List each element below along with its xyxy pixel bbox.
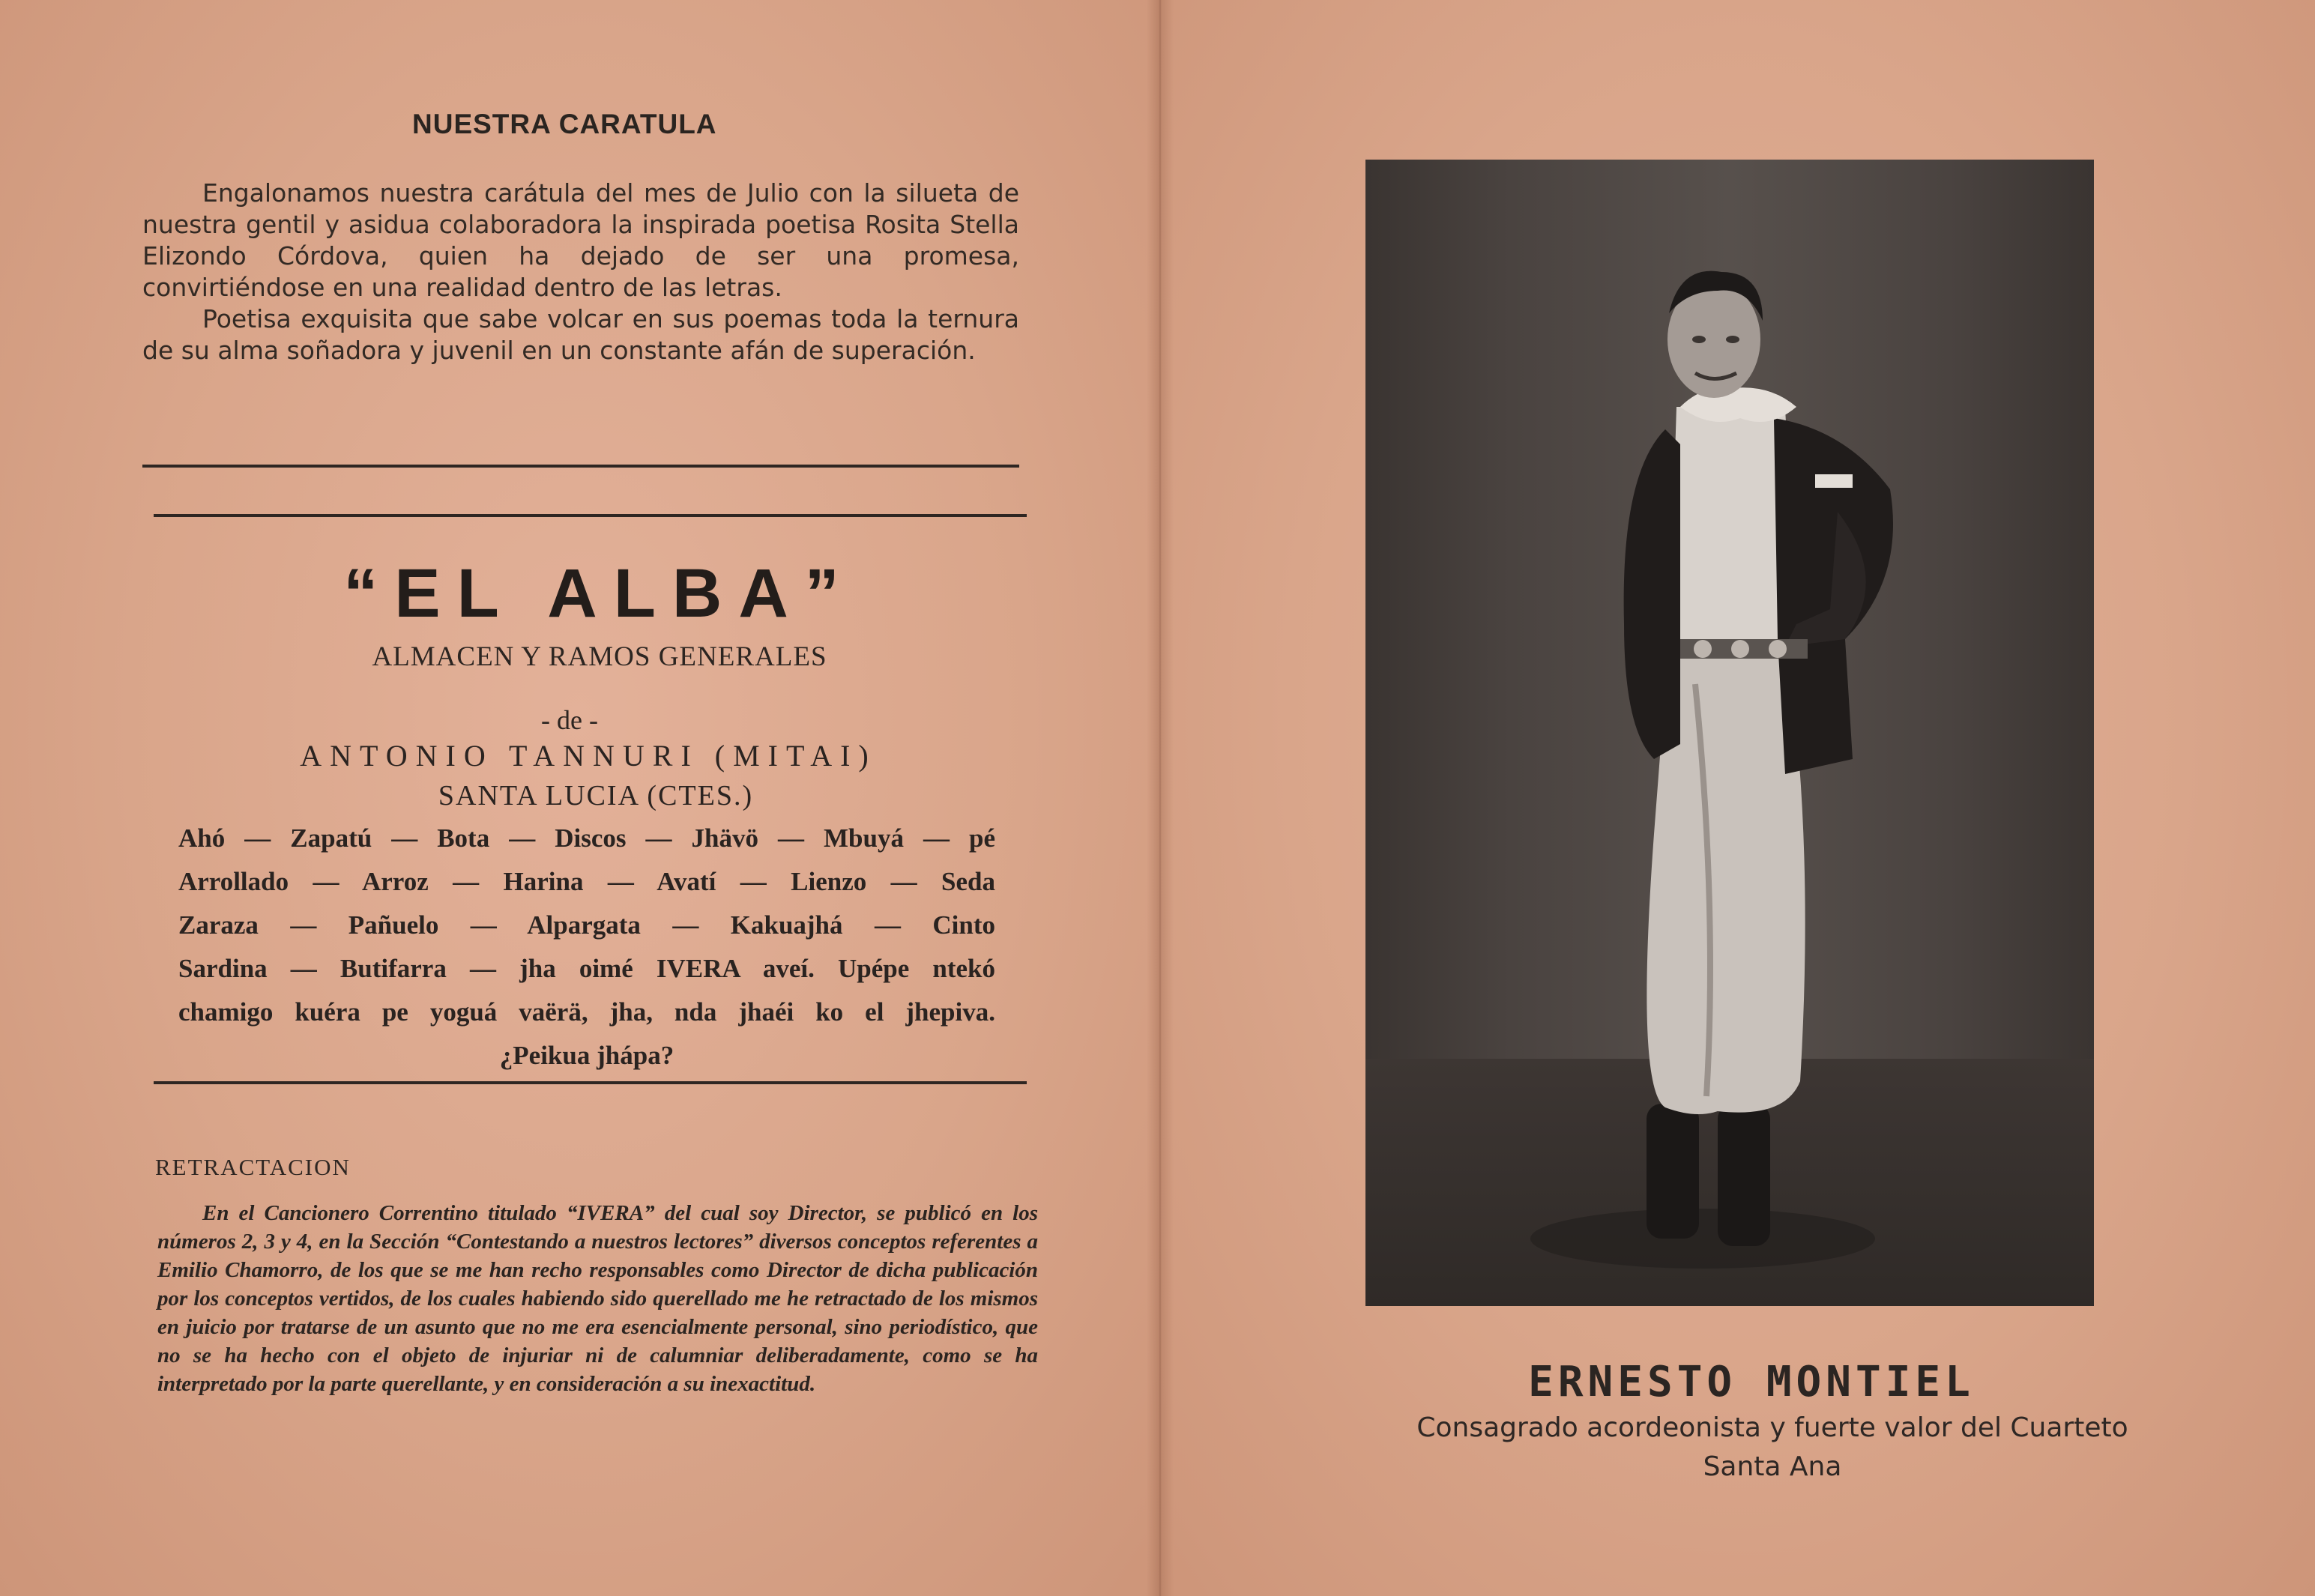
caratula-title: NUESTRA CARATULA [412,109,717,139]
alba-product-line: chamigo kuéra pe yoguá vaërä, jha, nda jhaéi ko el jhepiva. [178,997,995,1027]
alba-product-line: Ahó — Zapatú — Bota — Discos — Jhävö — Mbuyá — pé [178,823,995,853]
alba-product-line: Zaraza — Pañuelo — Alpargata — Kakuajhá — Cinto [178,910,995,940]
retractacion-title: RETRACTACION [155,1154,351,1180]
alba-title: “EL ALBA” [343,555,856,632]
musician-name: ERNESTO MONTIEL [1528,1358,1975,1406]
center-fold [1147,0,1174,1596]
alba-place: SANTA LUCIA (CTES.) [438,780,754,811]
caratula-paragraph-2: Poetisa exquisita que sabe volcar en sus poemas toda la ternura de su alma soñadora y juvenil en un constante afán de superación. [142,304,1019,365]
alba-product-line: Sardina — Butifarra — jha oimé IVERA aveí. Upépe ntekó [178,954,995,983]
caption-line-1: Consagrado acordeonista y fuerte valor del Cuarteto [1416,1412,2128,1443]
alba-subtitle: ALMACEN Y RAMOS GENERALES [372,641,827,672]
alba-closing: ¿Peikua jhápa? [499,1041,674,1070]
alba-product-line: Arrollado — Arroz — Harina — Avatí — Lienzo — Seda [178,867,995,896]
musician-figure [1365,160,2094,1306]
portrait-photo [1365,160,2094,1306]
caratula-body [142,178,1019,366]
alba-de: - de - [541,705,598,735]
divider-rule-1 [142,465,1019,468]
retractacion-body [157,1199,1038,1398]
divider-rule-3 [154,1081,1027,1084]
divider-rule-2 [154,514,1027,517]
alba-owner: ANTONIO TANNURI (MITAI) [300,739,877,773]
alba-products [178,817,995,1077]
musician-caption [1326,1409,2218,1487]
caption-line-2: Santa Ana [1703,1451,1842,1482]
caratula-paragraph-1: Engalonamos nuestra carátula del mes de Julio con la silueta de nuestra gentil y asidua colaboradora la inspirada poetisa Rosita Stella Elizondo Córdova, quien ha dejado de ser una promesa, convirtiéndose en una realidad dentro de las letras. [142,178,1019,302]
retractacion-text: En el Cancionero Correntino titulado “IVERA” del cual soy Director, se publicó en los números 2, 3 y 4, en la Sección “Contestando a nuestros lectores” diversos conceptos referentes a Emilio Chamorro, de los que se me han recho responsables como Director de dicha publicación por los conceptos vertidos, de los cuales habiendo sido querellado me he retractado de los mismos en juicio por tratarse de un asunto que no me era esencialmente personal, sino periodístico, que no se ha hecho con el objeto de injuriar ni de calumniar deliberadamente, como se ha interpretado por la parte querellante, y en consideración a su inexactitud. [157,1201,1038,1396]
